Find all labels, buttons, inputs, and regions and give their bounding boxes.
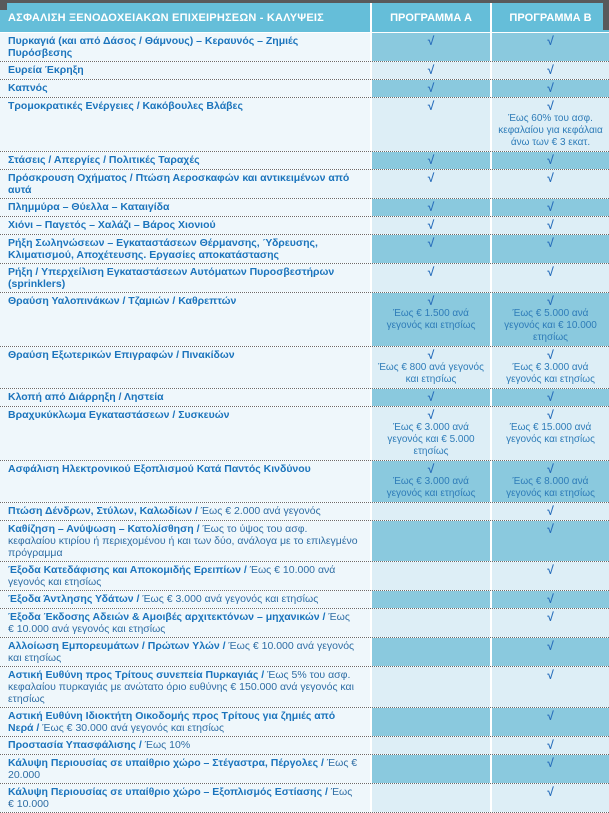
coverage-label-limit: Έως € 10.000 ανά γεγονός και ετησίως (8, 564, 336, 588)
limit-note: Έως € 3.000 ανά γεγονός και ετησίως (386, 476, 476, 499)
check-mark: √ (547, 34, 554, 48)
program-b-cell (492, 217, 609, 234)
program-b-cell (492, 609, 609, 637)
program-b-cell (492, 638, 609, 666)
table-row (0, 754, 609, 783)
check-mark: √ (427, 236, 435, 250)
coverage-label (0, 784, 370, 812)
coverage-label (0, 80, 370, 97)
program-b-cell (492, 170, 609, 198)
check-mark: √ (547, 785, 554, 799)
coverage-label-limit: Έως € 30.000 ανά γεγονός και ετησίως (39, 722, 225, 734)
coverage-label-bold: Καπνός (8, 82, 48, 94)
check-mark: √ (547, 63, 554, 77)
table-row (0, 61, 609, 79)
table-row (0, 590, 609, 608)
coverage-label-bold: Τρομοκρατικές Ενέργειες / Κακόβουλες Βλάβες (8, 100, 244, 112)
program-b-cell (492, 667, 609, 707)
check-mark: √ (427, 63, 435, 77)
program-a-cell (372, 80, 490, 97)
limit-note: Έως € 800 ανά γεγονός και ετησίως (378, 362, 484, 385)
coverage-label (0, 407, 370, 460)
coverage-label-bold: Ευρεία Έκρηξη (8, 64, 84, 76)
coverage-label-bold: Αστική Ευθύνη προς Τρίτους συνεπεία Πυρκαγιάς / (8, 669, 265, 681)
table-title: ΑΣΦΑΛΙΣΗ ΞΕΝΟΔΟΧΕΙΑΚΩΝ ΕΠΙΧΕΙΡΗΣΕΩΝ - ΚΑΛΥΨΕΙΣ (0, 3, 370, 32)
coverage-label-limit: Έως € 20.000 (8, 757, 358, 781)
coverage-label-bold: Πυρκαγιά (και από Δάσος / Θάμνους) – Κεραυνός – Ζημιές Πυρόσβεσης (8, 35, 299, 59)
check-mark: √ (427, 294, 435, 308)
coverage-label-bold: Πρόσκρουση Οχήματος / Πτώση Αεροσκαφών και αντικειμένων από αυτά (8, 172, 350, 196)
coverage-label-bold: Χιόνι – Παγετός – Χαλάζι – Βάρος Χιονιού (8, 219, 216, 231)
coverage-label (0, 347, 370, 388)
coverage-label (0, 708, 370, 736)
coverage-label-limit: Έως 5% του ασφ. κεφαλαίου πυρκαγιάς με ανώτατο όριο ευθύνης € 150.000 ανά γεγονός και ετησίως (8, 669, 354, 705)
program-a-cell (372, 708, 490, 736)
check-mark: √ (547, 236, 554, 250)
table-row (0, 608, 609, 637)
check-mark: √ (427, 408, 435, 422)
limit-note: Έως € 1.500 ανά γεγονός και ετησίως (386, 308, 476, 331)
limit-note: Έως € 15.000 ανά γεγονός και ετησίως (506, 422, 595, 445)
table-row (0, 33, 609, 61)
column-header-program-a: ΠΡΟΓΡΑΜΜΑ Α (372, 3, 490, 32)
coverage-label (0, 389, 370, 406)
check-mark: √ (547, 200, 554, 214)
program-b-cell (492, 389, 609, 406)
coverage-label-limit: Έως € 10.000 (8, 786, 353, 810)
program-b-cell (492, 264, 609, 292)
coverage-label-bold: Στάσεις / Απεργίες / Πολιτικές Ταραχές (8, 154, 200, 166)
check-mark: √ (427, 99, 435, 113)
coverage-label-bold: Πτώση Δένδρων, Στύλων, Καλωδίων / (8, 505, 198, 517)
coverage-label-bold: Καθίζηση – Ανύψωση – Κατολίσθηση / (8, 523, 200, 535)
coverage-label-bold: Θραύση Εξωτερικών Επιγραφών / Πινακίδων (8, 349, 235, 361)
program-a-cell (372, 562, 490, 590)
table-row (0, 406, 609, 460)
table-row (0, 460, 609, 502)
check-mark: √ (547, 99, 554, 113)
coverage-label (0, 638, 370, 666)
coverage-label-bold: Θραύση Υαλοπινάκων / Τζαμιών / Καθρεπτών (8, 295, 237, 307)
program-b-cell (492, 737, 609, 754)
column-header-program-b: ΠΡΟΓΡΑΜΜΑ Β (492, 3, 609, 32)
coverage-label-limit: Έως € 2.000 ανά γεγονός (197, 505, 321, 517)
coverage-label (0, 62, 370, 79)
coverage-label (0, 521, 370, 561)
check-mark: √ (547, 408, 554, 422)
program-a-cell (372, 235, 490, 263)
program-a-cell (372, 62, 490, 79)
coverage-label-limit: Έως € 10.000 ανά γεγονός και ετησίως (8, 611, 350, 635)
program-b-cell (492, 347, 609, 388)
table-row (0, 666, 609, 707)
program-a-cell (372, 667, 490, 707)
check-mark: √ (547, 639, 554, 653)
limit-note: Έως 60% του ασφ. κεφαλαίου για κεφάλαια άνω των € 3 εκατ. (498, 113, 603, 148)
coverage-label (0, 199, 370, 216)
program-a-cell (372, 638, 490, 666)
table-body (0, 33, 609, 813)
check-mark: √ (427, 390, 435, 404)
table-row (0, 216, 609, 234)
coverage-label-limit: Έως € 3.000 ανά γεγονός και ετησίως (139, 593, 319, 605)
program-a-cell (372, 407, 490, 460)
check-mark: √ (427, 265, 435, 279)
program-b-cell (492, 80, 609, 97)
check-mark: √ (547, 171, 554, 185)
check-mark: √ (427, 200, 435, 214)
table-row (0, 169, 609, 198)
check-mark: √ (547, 462, 554, 476)
table-row (0, 561, 609, 590)
program-b-cell (492, 461, 609, 502)
check-mark: √ (427, 171, 435, 185)
check-mark: √ (547, 81, 554, 95)
check-mark: √ (547, 153, 554, 167)
program-a-cell (372, 461, 490, 502)
coverage-label (0, 737, 370, 754)
coverage-label (0, 667, 370, 707)
program-b-cell (492, 521, 609, 561)
check-mark: √ (547, 504, 554, 518)
program-a-cell (372, 152, 490, 169)
coverage-label (0, 562, 370, 590)
program-b-cell (492, 708, 609, 736)
check-mark: √ (547, 610, 554, 624)
check-mark: √ (547, 390, 554, 404)
coverage-label-bold: Ρήξη Σωληνώσεων – Εγκαταστάσεων Θέρμανσης, Ύδρευσης, Κλιματισμού, Αποχέτευσης. Εργασίες αποκατάστασης (8, 237, 318, 261)
table-row (0, 637, 609, 666)
program-b-cell (492, 755, 609, 783)
table-row (0, 79, 609, 97)
table-row (0, 263, 609, 292)
program-a-cell (372, 503, 490, 520)
check-mark: √ (547, 756, 554, 770)
check-mark: √ (427, 218, 435, 232)
check-mark: √ (547, 522, 554, 536)
coverage-label-bold: Έξοδα Κατεδάφισης και Αποκομιδής Ερειπίων / (8, 564, 247, 576)
coverage-label-bold: Βραχυκύκλωμα Εγκαταστάσεων / Συσκευών (8, 409, 230, 421)
program-a-cell (372, 591, 490, 608)
coverage-label-bold: Έξοδα Έκδοσης Αδειών & Αμοιβές αρχιτεκτόνων – μηχανικών / (8, 611, 326, 623)
program-b-cell (492, 199, 609, 216)
program-b-cell (492, 62, 609, 79)
program-a-cell (372, 217, 490, 234)
check-mark: √ (547, 218, 554, 232)
program-a-cell (372, 199, 490, 216)
table-row (0, 502, 609, 520)
table-row (0, 198, 609, 216)
table-row (0, 707, 609, 736)
coverage-label-bold: Κλοπή από Διάρρηξη / Ληστεία (8, 391, 164, 403)
check-mark: √ (427, 153, 435, 167)
coverage-label-bold: Προστασία Υπασφάλισης / (8, 739, 142, 751)
table-row (0, 346, 609, 388)
limit-note: Έως € 3.000 ανά γεγονός και ετησίως (506, 362, 595, 385)
table-row (0, 388, 609, 406)
limit-note: Έως € 8.000 ανά γεγονός και ετησίως (506, 476, 595, 499)
top-left-corner-block (0, 0, 7, 10)
check-mark: √ (547, 738, 554, 752)
program-b-cell (492, 293, 609, 346)
check-mark: √ (547, 709, 554, 723)
program-b-cell (492, 503, 609, 520)
coverage-label (0, 235, 370, 263)
program-b-cell (492, 591, 609, 608)
coverage-label-bold: Πλημμύρα – Θύελλα – Καταιγίδα (8, 201, 170, 213)
coverage-label-bold: Έξοδα Άντλησης Υδάτων / (8, 593, 140, 605)
coverage-label-bold: Κάλυψη Περιουσίας σε υπαίθριο χώρο – Εξοπλισμός Εστίασης / (8, 786, 328, 798)
program-b-cell (492, 152, 609, 169)
top-right-corner-block (603, 0, 609, 30)
coverage-label-bold: Ρήξη / Υπερχείλιση Εγκαταστάσεων Αυτόματων Πυροσβεστήρων (sprinklers) (8, 266, 335, 290)
program-a-cell (372, 389, 490, 406)
coverage-label (0, 755, 370, 783)
coverage-label (0, 293, 370, 346)
coverage-label-limit: Έως € 10.000 ανά γεγονός και ετησίως (8, 640, 355, 664)
coverage-label-bold: Αστική Ευθύνη Ιδιοκτήτη Οικοδομής προς Τρίτους για ζημιές από Νερά / (8, 710, 336, 734)
program-a-cell (372, 264, 490, 292)
coverage-label-bold: Ασφάλιση Ηλεκτρονικού Εξοπλισμού Κατά Παντός Κινδύνου (8, 463, 311, 475)
coverage-label-limit: Έως 10% (141, 739, 191, 751)
limit-note: Έως € 3.000 ανά γεγονός και € 5.000 ετησίως (387, 422, 475, 457)
check-mark: √ (547, 563, 554, 577)
check-mark: √ (427, 348, 435, 362)
coverage-label (0, 217, 370, 234)
coverage-label (0, 609, 370, 637)
table-row (0, 783, 609, 812)
check-mark: √ (427, 34, 435, 48)
table-row (0, 736, 609, 754)
program-a-cell (372, 521, 490, 561)
program-a-cell (372, 755, 490, 783)
check-mark: √ (427, 81, 435, 95)
coverage-label (0, 98, 370, 151)
program-a-cell (372, 293, 490, 346)
table-row (0, 520, 609, 561)
limit-note: Έως € 5.000 ανά γεγονός και € 10.000 ετησίως (504, 308, 597, 343)
check-mark: √ (547, 265, 554, 279)
program-b-cell (492, 407, 609, 460)
table-row (0, 234, 609, 263)
check-mark: √ (547, 592, 554, 606)
coverage-label-bold: Αλλοίωση Εμπορευμάτων / Πρώτων Υλών / (8, 640, 226, 652)
coverage-label-limit: Έως το ύψος του ασφ. κεφαλαίου κτιρίου ή περιεχομένου ή και των δύο, ανάλογα με το επιλεγμένο πρόγραμμα (8, 523, 358, 559)
coverage-label-bold: Κάλυψη Περιουσίας σε υπαίθριο χώρο – Στέγαστρα, Πέργολες / (8, 757, 324, 769)
program-a-cell (372, 737, 490, 754)
check-mark: √ (547, 668, 554, 682)
coverage-label (0, 461, 370, 502)
coverage-label (0, 33, 370, 61)
coverage-label (0, 264, 370, 292)
program-b-cell (492, 784, 609, 812)
table-header-row (0, 3, 609, 32)
program-a-cell (372, 609, 490, 637)
program-a-cell (372, 33, 490, 61)
coverage-label (0, 152, 370, 169)
program-b-cell (492, 562, 609, 590)
program-b-cell (492, 235, 609, 263)
check-mark: √ (547, 348, 554, 362)
program-b-cell (492, 98, 609, 151)
program-b-cell (492, 33, 609, 61)
program-a-cell (372, 347, 490, 388)
coverage-label (0, 170, 370, 198)
program-a-cell (372, 170, 490, 198)
check-mark: √ (427, 462, 435, 476)
table-row (0, 151, 609, 169)
program-a-cell (372, 98, 490, 151)
table-row (0, 97, 609, 151)
table-row (0, 292, 609, 346)
coverage-label (0, 591, 370, 608)
coverage-label (0, 503, 370, 520)
check-mark: √ (547, 294, 554, 308)
program-a-cell (372, 784, 490, 812)
